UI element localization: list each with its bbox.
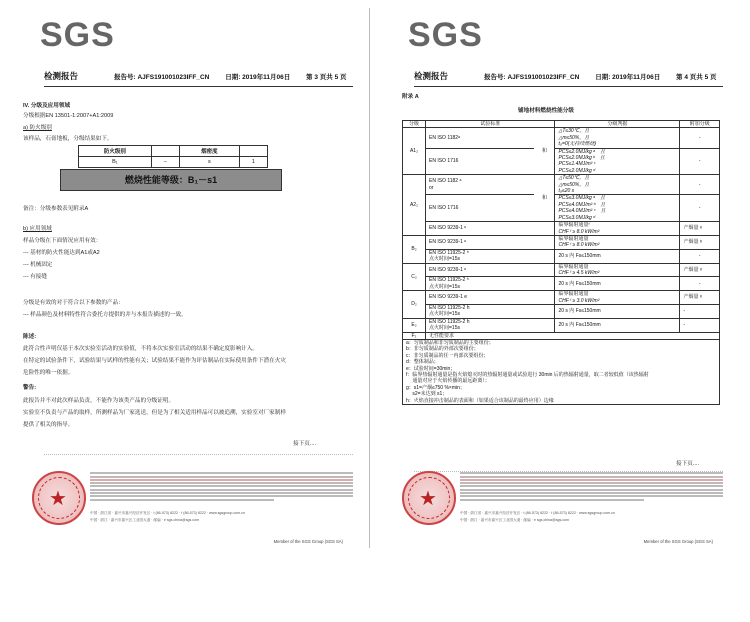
standard-line: EN ISO 11925-2 ʰ: [429, 249, 469, 256]
star-icon: ★: [49, 488, 67, 510]
annex-table-title: 铺地材料燃烧性能分级: [518, 108, 574, 114]
note-line: a：匀质制品和非匀质制品的主要组份；: [406, 340, 494, 346]
fire-class-value: B₁: [79, 157, 152, 168]
footer-address: [90, 511, 353, 524]
statement-line: 此符合性声明仅基于本次实验室活动的实验值，不将本次实验室活动的结果不确定度影响计入。: [23, 346, 258, 352]
header-rule: [414, 86, 723, 87]
and-cell: 和: [534, 128, 555, 175]
remark-text: 备注：分级参数表见附录A: [23, 206, 89, 212]
annex-label: 附录 A: [402, 94, 419, 100]
criteria-line: △m≤50%，且: [558, 134, 590, 141]
note-line: c：非匀质制品的任一内部次要组份；: [406, 352, 489, 359]
page-number: 第 3 页共 5 页: [306, 74, 347, 81]
report-number: 报告号: AJFS191001023IFF_CN: [114, 74, 210, 81]
criteria-line: △T≤50℃，且: [558, 175, 590, 182]
classification-criteria-table: [402, 120, 720, 405]
standard-line: 点火时间=15s: [429, 311, 460, 318]
fire-class-text: 该样品，石膏地板，分级结果如下。: [23, 136, 113, 142]
criteria-line: PCS≤2.0MJ/kg ᵈ: [558, 167, 596, 174]
table-row: [403, 222, 720, 236]
criteria-line: PCS≤1.4MJ/m² ᶜ: [558, 161, 596, 168]
warning-line: 此报告并不对此次样品负责，不能作为该类产品的分级证明。: [23, 398, 175, 404]
criteria-line: 临界辐射通量: [558, 263, 589, 270]
note-line: g：s1=产烟≤750 %×min；: [406, 384, 465, 391]
member-note: Member of the SGS Group (SGS SA): [643, 539, 713, 544]
statement-title: 陈述:: [23, 334, 37, 340]
criteria-cell: [555, 148, 680, 175]
criteria-cell: 20 s 内 Fs≤150mm: [555, 249, 680, 263]
blank-header: [151, 146, 179, 157]
extra-class-cell: 产烟量 ᵍ: [680, 222, 720, 236]
criteria-line: t₀=0(无持续燃烧): [558, 141, 596, 148]
criteria-line: PCS≤2.0MJ/kg ᵃ 且: [558, 148, 605, 155]
smoke-header: 烟密度: [179, 146, 239, 157]
address-line: 中国 · 浙江省 · 嘉兴市嘉兴经济开发区 · t (86-573) 8222 · f (86-573) 8222 · www.sgsgroup.com.cn: [460, 511, 615, 515]
note-line: h：火焰直接冲击制品的表面和（如果适合该制品的最终应用）边缘: [406, 397, 554, 404]
standard-cell: EN ISO 9239-1 ᵉ: [426, 235, 555, 249]
sgs-logo: SGS: [408, 16, 483, 54]
statement-line: 危险性的唯一依据。: [23, 370, 74, 376]
col-header: 附加分级: [680, 121, 720, 128]
page-header: [44, 71, 353, 85]
criteria-cell: [555, 263, 680, 277]
standard-cell: [426, 277, 555, 291]
address-line: 中国 · 浙江省 · 嘉兴市嘉兴经济开发区 · t (86-573) 8222 · f (86-573) 8222 · www.sgsgroup.com.cn: [90, 511, 245, 515]
col-header: 试验标准: [426, 121, 555, 128]
extra-class-cell: -: [680, 304, 720, 318]
class-b: B₂: [403, 235, 426, 263]
criteria-line: CHF ᶠ ≥ 8.0 kW/m²: [558, 228, 600, 235]
criteria-line: 临界辐射通量: [558, 235, 589, 242]
classification-basis: 分级根据EN 13501-1:2007+A1:2009: [23, 113, 114, 119]
report-number: 报告号: AJFS191001023IFF_CN: [484, 74, 580, 81]
criteria-cell: [555, 235, 680, 249]
warning-title: 警告:: [23, 385, 37, 391]
classification-banner: 燃烧性能等级：B₁－s1: [60, 169, 282, 191]
standard-cell: [426, 175, 535, 195]
notes-row: [403, 340, 720, 405]
standard-line: EN ISO 1182 ᵃ: [429, 178, 462, 185]
table-row: [403, 249, 720, 263]
standard-cell: EN ISO 9239-1 ᵉ: [426, 222, 555, 236]
report-page-4: [388, 8, 733, 548]
note-line: f：临界热辐射通量是指火焰熄灭时的热辐射通量或试验进行 30min 后的热辐射通量，取二者较低值（该热辐射: [406, 372, 649, 379]
continued-note: 接下页....: [676, 461, 699, 467]
criteria-cell: 20 s 内 Fs≤150mm: [555, 318, 680, 332]
criteria-line: △T≤30℃，且: [558, 128, 590, 135]
warning-line: 提供了相关的指导。: [23, 422, 74, 428]
class-c: C₂: [403, 263, 426, 291]
criteria-cell: [555, 175, 680, 195]
extra-class-cell: -: [680, 128, 720, 148]
class-a1: A1₂: [403, 128, 426, 175]
standard-cell: [426, 318, 555, 332]
application-text: 样品分级在下面情况应用有效：: [23, 238, 102, 244]
application-item: --- 机械固定: [23, 262, 53, 268]
col-header: 分级: [403, 121, 426, 128]
note-line: e：试验时间=30min；: [406, 365, 456, 372]
footer-address: [460, 511, 723, 524]
table-header-row: [403, 121, 720, 128]
note-line: s2=未达到 s1；: [406, 391, 448, 398]
table-row: [403, 304, 720, 318]
criteria-line: △m≤50%，且: [558, 181, 590, 188]
standard-line: EN ISO 11925-2 ʰ: [429, 277, 469, 284]
extra-class-cell: -: [680, 175, 720, 195]
official-seal: [402, 471, 456, 525]
extra-class-cell: 产烟量 ᵍ: [680, 263, 720, 277]
footer-divider: [44, 454, 353, 455]
address-line: 中国 · 浙江 · 嘉兴市嘉兴区工业园大道 · 邮编 · e sgs.china@sgs.com: [90, 517, 200, 522]
table-row: [403, 291, 720, 305]
standard-cell: EN ISO 1716: [426, 148, 535, 175]
table-row: [403, 128, 720, 148]
continued-note: 接下页....: [293, 441, 316, 447]
criteria-line: 临界辐射通量ᶠ: [558, 222, 590, 229]
warning-line: 实验室不负责与产品的取样，所测样品为厂家选送，但是为了相关适用样品可以被追溯，实验室对厂家制样: [23, 410, 286, 416]
application-item: --- 基材的防火性能达到A1或A2: [23, 250, 100, 256]
criteria-line: PCS≤4.0MJ/m² ᵇ 且: [558, 201, 606, 208]
standard-line: EN ISO 11925-2 h: [429, 304, 470, 311]
table-row: [403, 175, 720, 195]
note-line: b：非匀质制品的外部次要组份；: [406, 346, 479, 353]
criteria-line: 临界辐射通量: [558, 291, 589, 298]
standard-cell: EN ISO 1716: [426, 195, 535, 222]
statement-line: 在特定的试验条件下，试验结果与试样的性能有关；试验结果不能作为评估制品在实际使用条件下潜在火灾: [23, 358, 286, 364]
col-header: 分级判据: [555, 121, 680, 128]
criteria-cell: [555, 128, 680, 148]
and-cell: 和: [534, 175, 555, 222]
extra-class-cell: -: [680, 148, 720, 175]
application-item: --- 有接缝: [23, 274, 47, 280]
table-row: [403, 235, 720, 249]
standard-line: 点火时间=15s: [429, 256, 460, 263]
footer: [398, 469, 723, 544]
standard-line: 点火时间=15s: [429, 283, 460, 290]
separator-value: –: [151, 157, 179, 168]
class-f: F₂: [403, 332, 426, 339]
note-line: d：整体制品；: [406, 359, 439, 366]
sgs-logo: SGS: [40, 16, 115, 54]
standard-line: EN ISO 11925-2 h: [429, 318, 470, 325]
criteria-cell: [555, 291, 680, 305]
standard-cell: [426, 304, 555, 318]
fire-class-table: [78, 145, 268, 168]
star-icon: ★: [419, 488, 437, 510]
fire-class-header: 防火级别: [79, 146, 152, 157]
criteria-line: PCS≤2.0MJ/kg ᵇ 且: [558, 155, 605, 162]
table-row: [403, 277, 720, 291]
extra-class-cell: -: [680, 318, 720, 332]
extra-class-cell: 产烟量 ᵍ: [680, 235, 720, 249]
class-a2: A2₂: [403, 175, 426, 236]
standard-cell: EN ISO 9239-1 ᵉ: [426, 263, 555, 277]
criteria-line: PCS≤3.0MJ/kg ᵃ 且: [558, 195, 605, 202]
validity-text: 分级是有效的对于符合以下参数的产品：: [23, 300, 124, 306]
standard-cell: [426, 249, 555, 263]
member-note: Member of the SGS Group (SGS SA): [273, 539, 343, 544]
criteria-cell: [555, 195, 680, 222]
criteria-line: CHF ᶠ ≥ 3.0 kW/m²: [558, 297, 600, 304]
address-line: 中国 · 浙江 · 嘉兴市嘉兴区工业园大道 · 邮编 · e sgs.china@sgs.com: [460, 517, 570, 522]
smoke-level-value: 1: [239, 157, 267, 168]
footer: [28, 469, 353, 544]
blank-header-2: [239, 146, 267, 157]
extra-class-cell: -: [680, 195, 720, 222]
extra-class-cell: 产烟量 ᵍ: [680, 291, 720, 305]
report-title: 检测报告: [414, 71, 449, 81]
fire-class-heading: a) 防火级别: [23, 125, 52, 131]
criteria-cell: 20 s 内 Fs≤150mm: [555, 304, 680, 318]
standard-cell: EN ISO 1182ᵃ: [426, 128, 535, 148]
fine-print: [90, 471, 353, 502]
smoke-class-value: s: [179, 157, 239, 168]
criteria-cell: 无性能要求: [426, 332, 720, 339]
validity-item: --- 样品颜色及材料特性符合委托方提供的并与本报告描述的一致。: [23, 312, 187, 318]
note-line: 通量对应于火焰传播的最远距离）；: [406, 378, 490, 385]
standard-cell: EN ISO 9239-1 e: [426, 291, 555, 305]
table-row: [403, 332, 720, 339]
table-row: [403, 263, 720, 277]
criteria-line: PCS≤3.0MJ/kg ᵈ: [558, 214, 596, 221]
header-rule: [44, 86, 353, 87]
table-row: [403, 195, 720, 222]
extra-class-cell: -: [680, 249, 720, 263]
report-title: 检测报告: [44, 71, 79, 81]
official-seal: [32, 471, 86, 525]
criteria-line: CHF ᶠ ≥ 8.0 kW/m²: [558, 242, 600, 249]
table-row: [403, 148, 720, 175]
report-date: 日期: 2019年11月06日: [225, 74, 291, 81]
notes-cell: [403, 340, 720, 405]
criteria-cell: 20 s 内 Fs≤150mm: [555, 277, 680, 291]
section-title: IV. 分级及应用领域: [23, 103, 71, 109]
criteria-line: t₀≤20 s: [558, 188, 575, 195]
criteria-line: CHF ᶠ ≥ 4.5 kW/m²: [558, 269, 600, 276]
fine-print: [460, 471, 723, 502]
application-heading: b) 应用领域: [23, 226, 52, 232]
criteria-line: PCS≤4.0MJ/m² ᶜ 且: [558, 208, 606, 215]
criteria-cell: [555, 222, 680, 236]
extra-class-cell: -: [680, 277, 720, 291]
class-d: D₂: [403, 291, 426, 319]
standard-line: 点火时间=15s: [429, 325, 460, 332]
page-divider: [369, 8, 370, 548]
table-row: [403, 318, 720, 332]
report-page-3: [18, 8, 363, 548]
class-e: E₂: [403, 318, 426, 332]
page-number: 第 4 页共 5 页: [676, 74, 717, 81]
page-header: [414, 71, 723, 85]
report-date: 日期: 2019年11月06日: [595, 74, 661, 81]
or-line: or: [429, 184, 434, 191]
